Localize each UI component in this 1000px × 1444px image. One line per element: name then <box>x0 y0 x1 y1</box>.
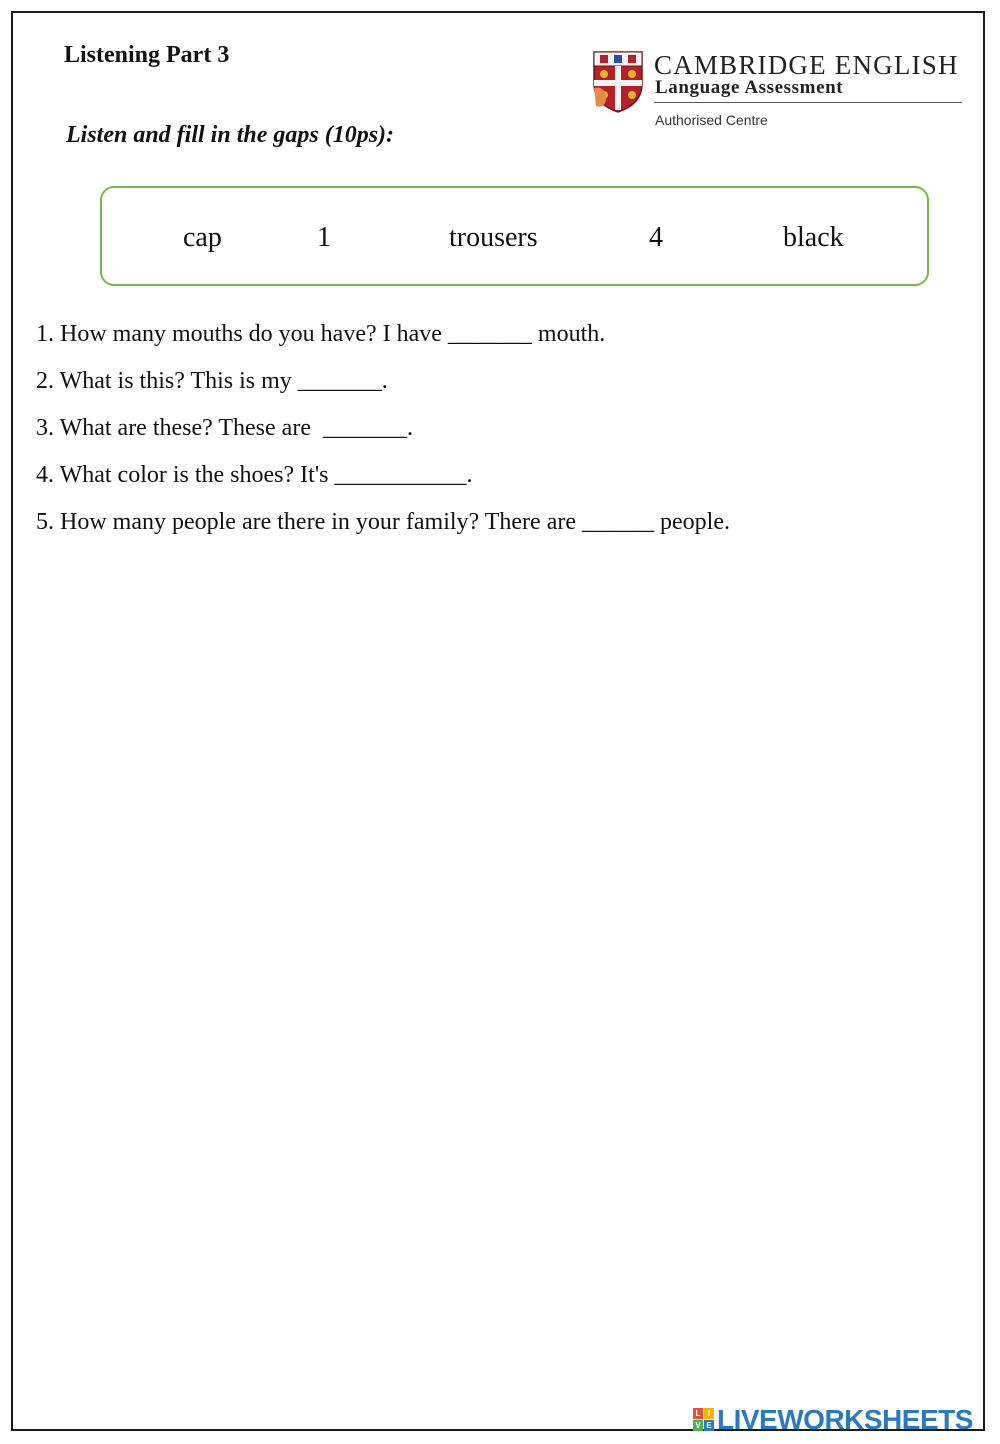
page-title: Listening Part 3 <box>64 42 230 68</box>
cambridge-logo <box>590 48 970 138</box>
liveworksheets-blocks-icon <box>693 1408 715 1432</box>
word-bank-item: 4 <box>649 222 663 253</box>
instruction-text: Listen and fill in the gaps (10ps): <box>66 122 395 148</box>
block-l: L <box>693 1408 703 1419</box>
authorised-centre-text: Authorised Centre <box>655 112 768 128</box>
question-3: 3. What are these? These are _______. <box>36 415 413 441</box>
word-bank-item: 1 <box>317 222 331 253</box>
cambridge-brand-text: CAMBRIDGE ENGLISH <box>654 50 959 80</box>
block-e: E <box>704 1420 714 1431</box>
word-bank-item: black <box>783 222 844 253</box>
cambridge-subbrand-text: Language Assessment <box>655 77 844 98</box>
word-bank <box>100 186 929 286</box>
logo-divider <box>654 102 962 103</box>
word-bank-item: trousers <box>449 222 538 253</box>
block-i: I <box>704 1408 714 1419</box>
question-1: 1. How many mouths do you have? I have _______ mouth. <box>36 321 606 347</box>
question-5: 5. How many people are there in your family? There are ______ people. <box>36 509 730 535</box>
question-list <box>36 318 730 553</box>
cambridge-shield-icon <box>592 50 644 114</box>
liveworksheets-logo <box>693 1404 993 1436</box>
word-bank-item: cap <box>183 222 222 253</box>
question-4: 4. What color is the shoes? It's ___________. <box>36 462 473 488</box>
liveworksheets-brand-text: LIVEWORKSHEETS <box>717 1404 973 1435</box>
question-2: 2. What is this? This is my _______. <box>36 368 388 394</box>
block-v: V <box>693 1420 703 1431</box>
